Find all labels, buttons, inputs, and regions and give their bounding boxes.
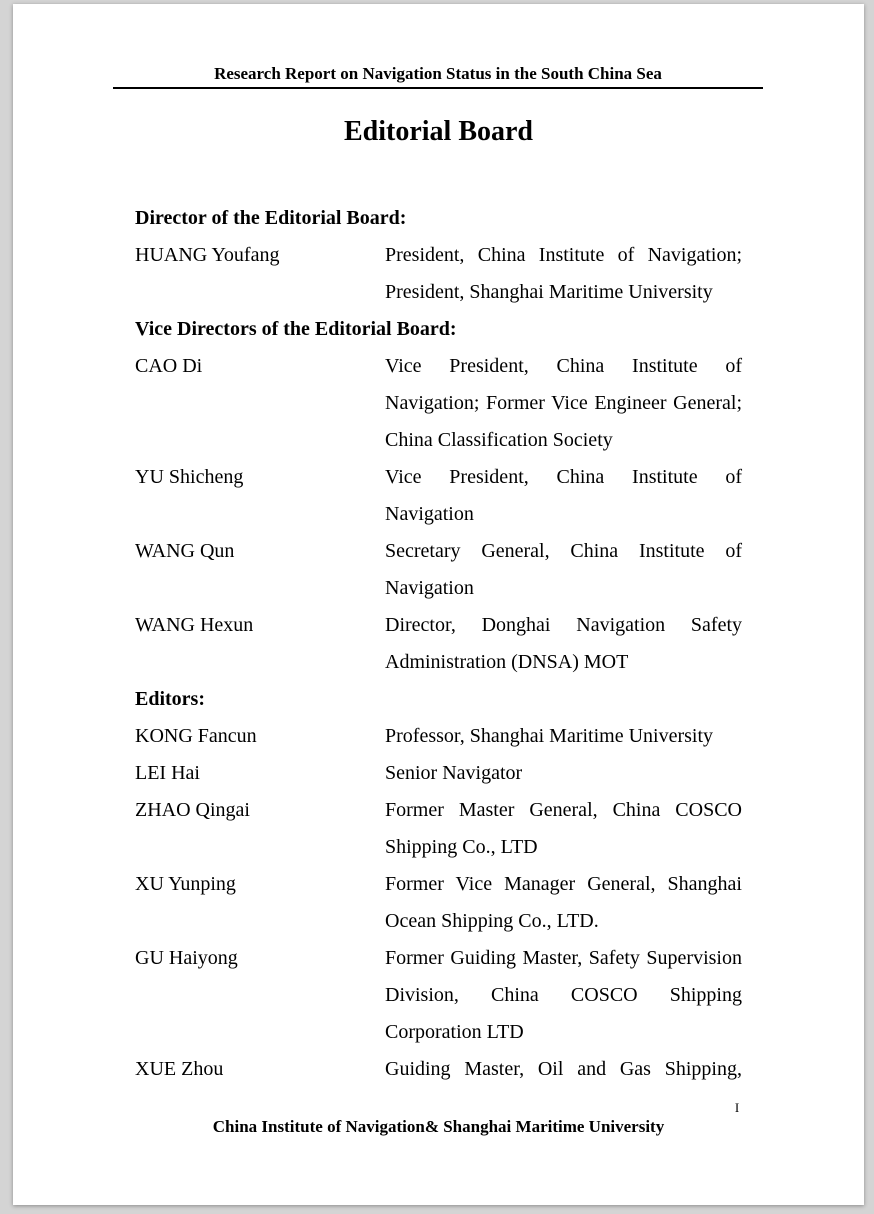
board-entry: [135, 607, 742, 681]
document-page: [13, 4, 864, 1205]
member-name: WANG Qun: [135, 540, 235, 562]
member-title-line: Vice President, China Institute of: [385, 355, 742, 377]
member-name: LEI Hai: [135, 762, 200, 784]
member-title-line: Vice President, China Institute of: [385, 466, 742, 488]
member-title: [385, 792, 742, 866]
member-title: [385, 866, 742, 940]
member-title: [385, 1051, 742, 1088]
page-footer: China Institute of Navigation& Shanghai Maritime University: [212, 1117, 665, 1136]
running-header-text: Research Report on Navigation Status in the South China Sea: [214, 64, 662, 83]
member-title-line: Former Master General, China COSCO: [385, 799, 742, 821]
section-heading: Vice Directors of the Editorial Board:: [135, 318, 457, 340]
member-name: HUANG Youfang: [135, 244, 280, 266]
board-entry: [135, 718, 739, 755]
board-entry: [135, 237, 742, 311]
member-title-line: Shipping Co., LTD: [385, 836, 538, 858]
member-title-line: President, China Institute of Navigation;: [385, 244, 742, 266]
board-entry: [135, 866, 742, 940]
member-title-line: Navigation: [385, 503, 474, 525]
member-title-line: Professor, Shanghai Maritime University: [385, 725, 714, 747]
member-title: [385, 607, 742, 681]
member-title: [385, 237, 742, 311]
section-heading: Editors:: [135, 688, 205, 710]
member-title-line: Senior Navigator: [385, 762, 523, 784]
member-title: [385, 718, 742, 755]
member-name: CAO Di: [135, 355, 203, 377]
member-title-line: Ocean Shipping Co., LTD.: [385, 910, 599, 932]
member-title-line: Corporation LTD: [385, 1021, 524, 1043]
member-title-line: Navigation: [385, 577, 474, 599]
member-title-line: Secretary General, China Institute of: [385, 540, 742, 562]
member-title-line: Navigation; Former Vice Engineer General;: [385, 392, 742, 414]
member-title: [385, 755, 742, 792]
member-title-line: Division, China COSCO Shipping: [385, 984, 742, 1006]
member-name: GU Haiyong: [135, 947, 238, 969]
member-title-line: Guiding Master, Oil and Gas Shipping,: [385, 1058, 742, 1080]
member-title: [385, 459, 742, 533]
member-name: ZHAO Qingai: [135, 799, 250, 821]
section-heading: Director of the Editorial Board:: [135, 207, 407, 229]
member-name: WANG Hexun: [135, 614, 254, 636]
member-title-line: Former Vice Manager General, Shanghai: [385, 873, 742, 895]
page-number: I: [734, 1100, 740, 1115]
editorial-board-list: [135, 200, 742, 1088]
board-entry: [135, 533, 742, 607]
board-entry: [135, 459, 742, 533]
member-title-line: Administration (DNSA) MOT: [385, 651, 629, 673]
board-entry: [135, 1051, 742, 1088]
member-title-line: Former Guiding Master, Safety Supervision: [385, 947, 742, 969]
member-title-line: China Classification Society: [385, 429, 613, 451]
page-title: Editorial Board: [343, 116, 533, 147]
member-title: [385, 348, 742, 459]
board-entry: [135, 792, 742, 866]
board-entry: [135, 755, 739, 792]
running-header: [113, 62, 763, 89]
member-title-line: Director, Donghai Navigation Safety: [385, 614, 742, 636]
member-name: XU Yunping: [135, 873, 236, 895]
member-title: [385, 940, 742, 1051]
board-entry: [135, 940, 742, 1051]
member-title: [385, 533, 742, 607]
member-name: YU Shicheng: [135, 466, 244, 488]
member-name: XUE Zhou: [135, 1058, 224, 1080]
member-title-line: President, Shanghai Maritime University: [385, 281, 713, 303]
board-entry: [135, 348, 742, 459]
member-name: KONG Fancun: [135, 725, 257, 747]
